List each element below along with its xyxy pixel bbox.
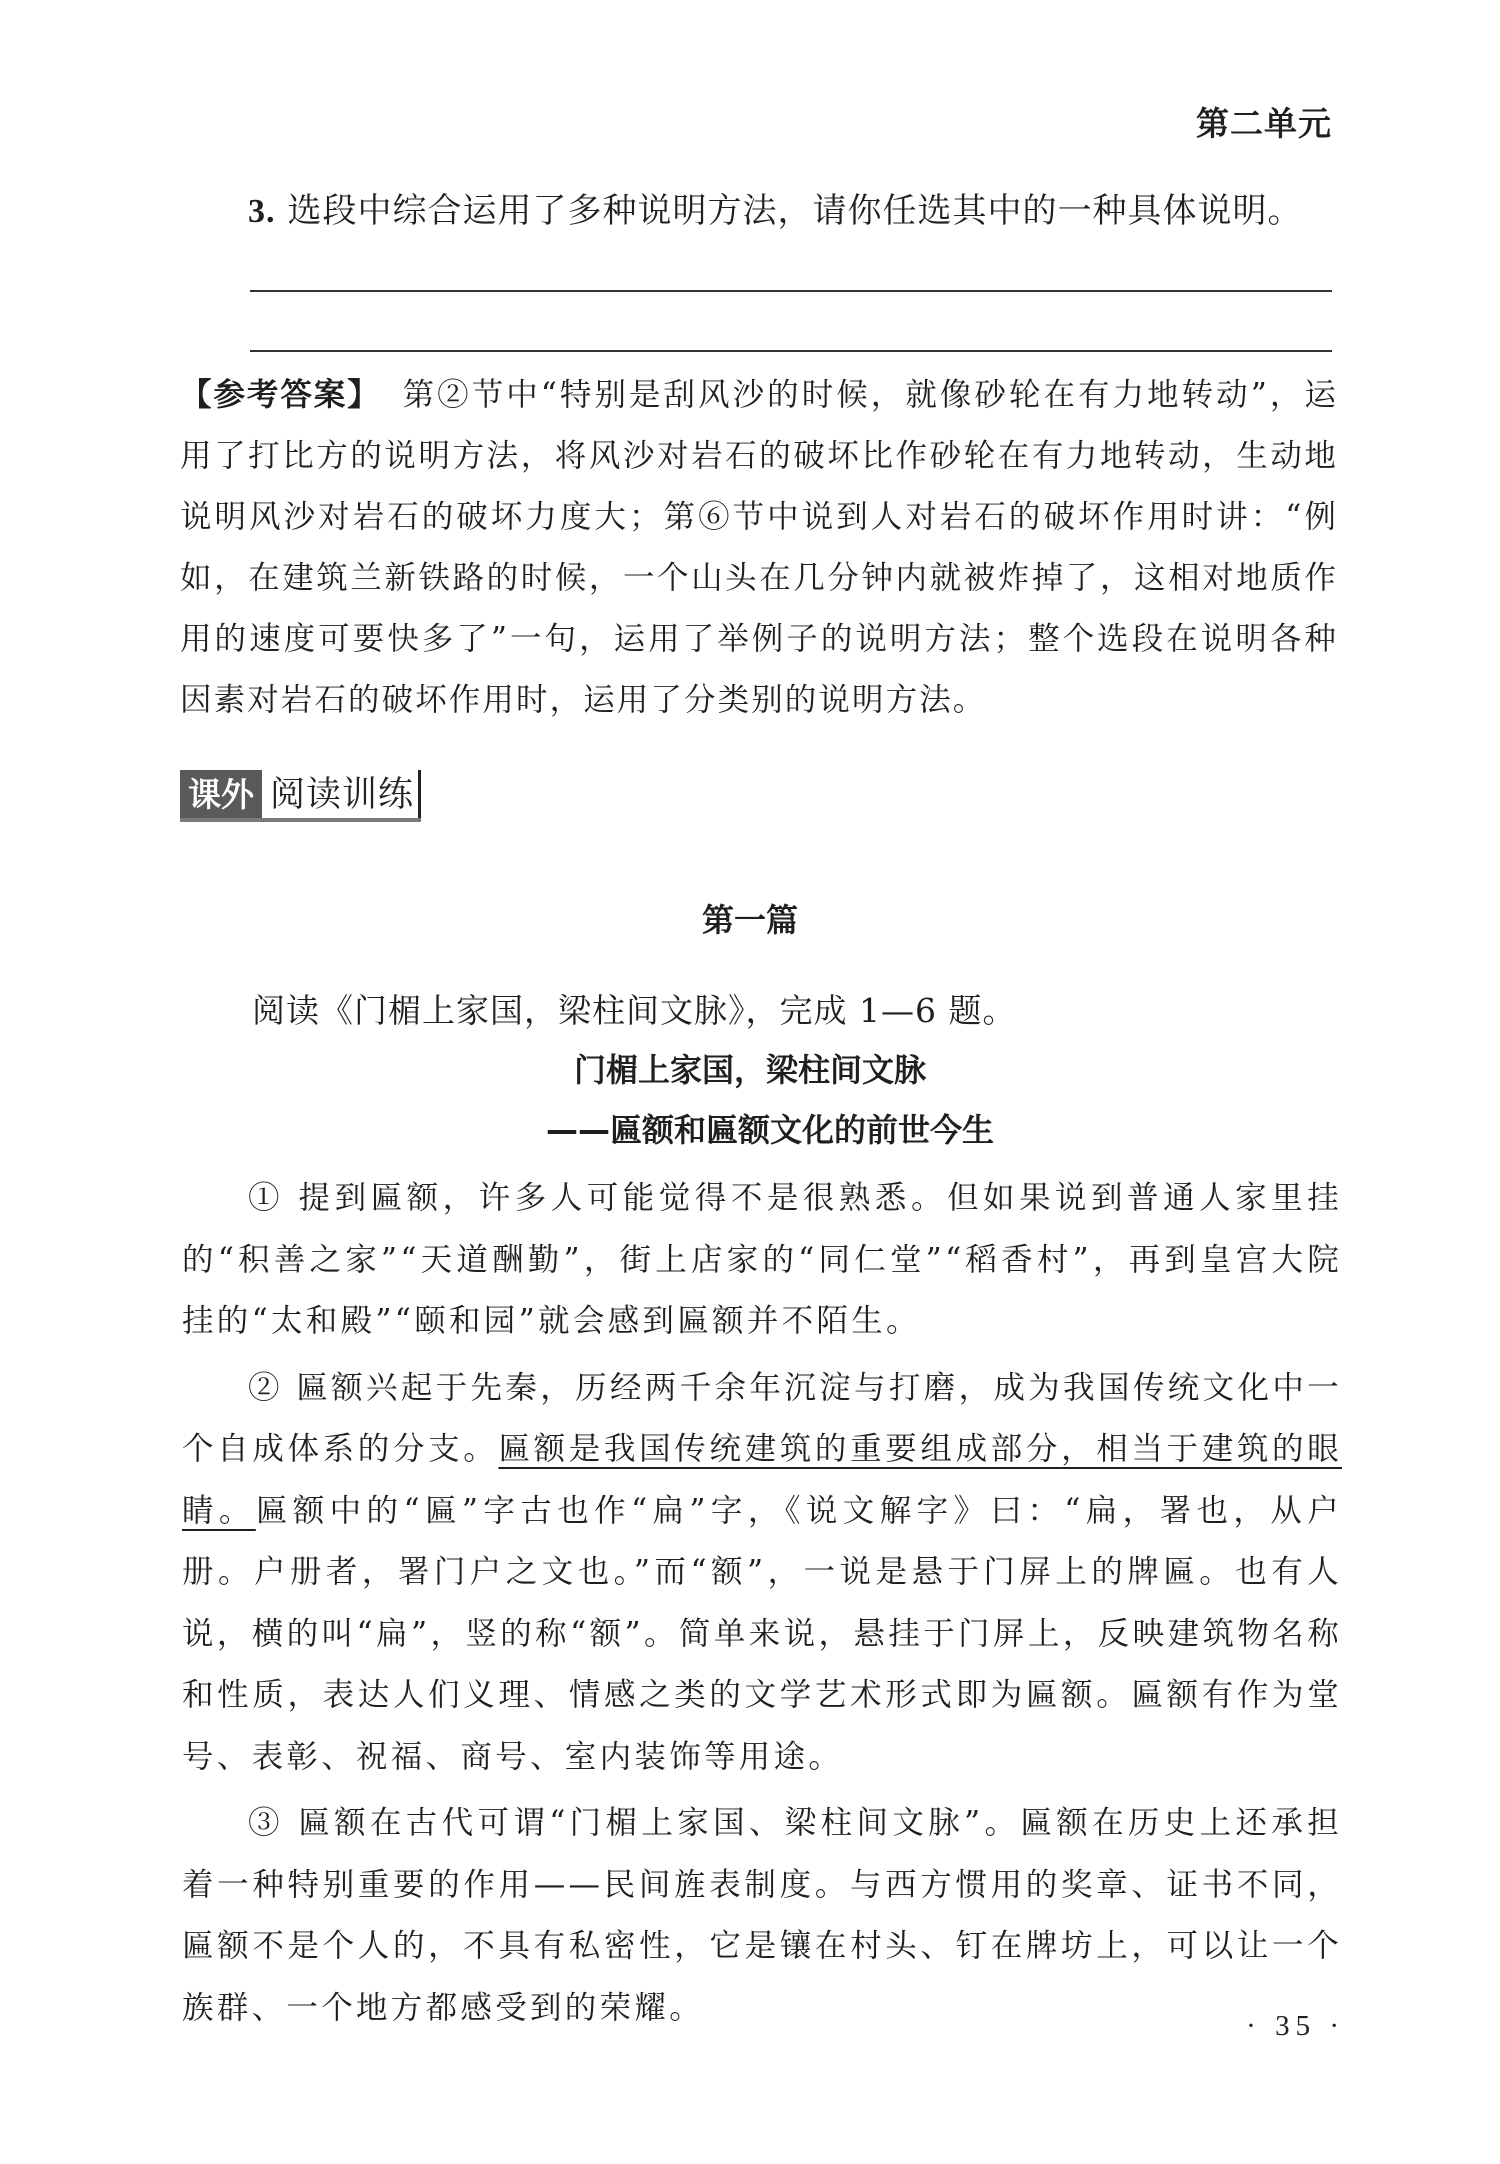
question-number: 3. xyxy=(248,193,276,230)
reference-answer xyxy=(180,365,1338,731)
section-tag-extracurricular: 课外 xyxy=(180,770,262,820)
reference-answer-label: 【参考答案】 xyxy=(180,377,381,413)
page-number: · 35 · xyxy=(1246,2010,1345,2042)
paragraph-2-rest: 匾额中的“匾”字古也作“扁”字，《说文解字》曰：“扁，署也，从户册。户册者，署门户之文也。”而“额”，一说是悬于门屏上的牌匾。也有人说，横的叫“扁”，竖的称“额”。简单来说，悬挂于门屏上，反映建筑物名称和性质，表达人们义理、情感之类的文学艺术形式即为匾额。匾额有作为堂号、表彰、祝福、商号、室内装饰等用途。 xyxy=(182,1492,1343,1775)
paragraph-2 xyxy=(182,1358,1342,1789)
unit-header: 第二单元 xyxy=(1196,104,1332,143)
paragraph-2-underlined-sentence: 匾额是我国传统建筑的重要组成部分，相当于建筑的眼睛。 xyxy=(182,1431,1343,1529)
answer-blank-line xyxy=(250,290,1332,292)
section-tag-reading-training: 阅读训练 xyxy=(262,770,421,820)
paragraph-3: ③ 匾额在古代可谓“门楣上家国、梁柱间文脉”。匾额在历史上还承担着一种特别重要的作用——民间旌表制度。与西方惯用的奖章、证书不同，匾额不是个人的，不具有私密性，它是镶在村头、钉在牌坊上，可以让一个族群、一个地方都感受到的荣耀。 xyxy=(182,1805,1342,2026)
paragraph-1: ① 提到匾额，许多人可能觉得不是很熟悉。但如果说到普通人家里挂的“积善之家”“天道酬勤”，街上店家的“同仁堂”“稻香村”，再到皇宫大院挂的“太和殿”“颐和园”就会感到匾额并不陌生。 xyxy=(182,1180,1342,1339)
reference-answer-text: 第②节中“特别是刮风沙的时候，就像砂轮在有力地转动”，运用了打比方的说明方法，将风沙对岩石的破坏比作砂轮在有力地转动，生动地说明风沙对岩石的破坏力度大；第⑥节中说到人对岩石的破坏作用时讲：“例如，在建筑兰新铁路的时候，一个山头在几分钟内就被炸掉了，这相对地质作用的速度可要快多了”一句，运用了举例子的说明方法；整个选段在说明各种因素对岩石的破坏作用时，运用了分类别的说明方法。 xyxy=(180,377,1338,718)
article-subtitle: ——匾额和匾额文化的前世今生 xyxy=(545,1111,994,1149)
section-tag-underline xyxy=(180,818,421,822)
article-body xyxy=(182,1168,1342,2044)
question-3 xyxy=(248,188,1303,235)
article-title: 门楣上家国，梁柱间文脉 xyxy=(573,1051,926,1089)
section-tag xyxy=(180,770,421,820)
paragraph-2-intro: ② 匾额兴起于先秦，历经两千余年沉淀与打磨，成为我国传统文化中一个自成体系的分支。 xyxy=(182,1369,1342,1467)
question-text: 选段中综合运用了多种说明方法，请你任选其中的一种具体说明。 xyxy=(287,191,1303,231)
answer-blank-line xyxy=(250,350,1332,352)
reading-instruction: 阅读《门楣上家国，梁柱间文脉》，完成 1—6 题。 xyxy=(252,991,1017,1030)
part-title: 第一篇 xyxy=(701,901,798,939)
